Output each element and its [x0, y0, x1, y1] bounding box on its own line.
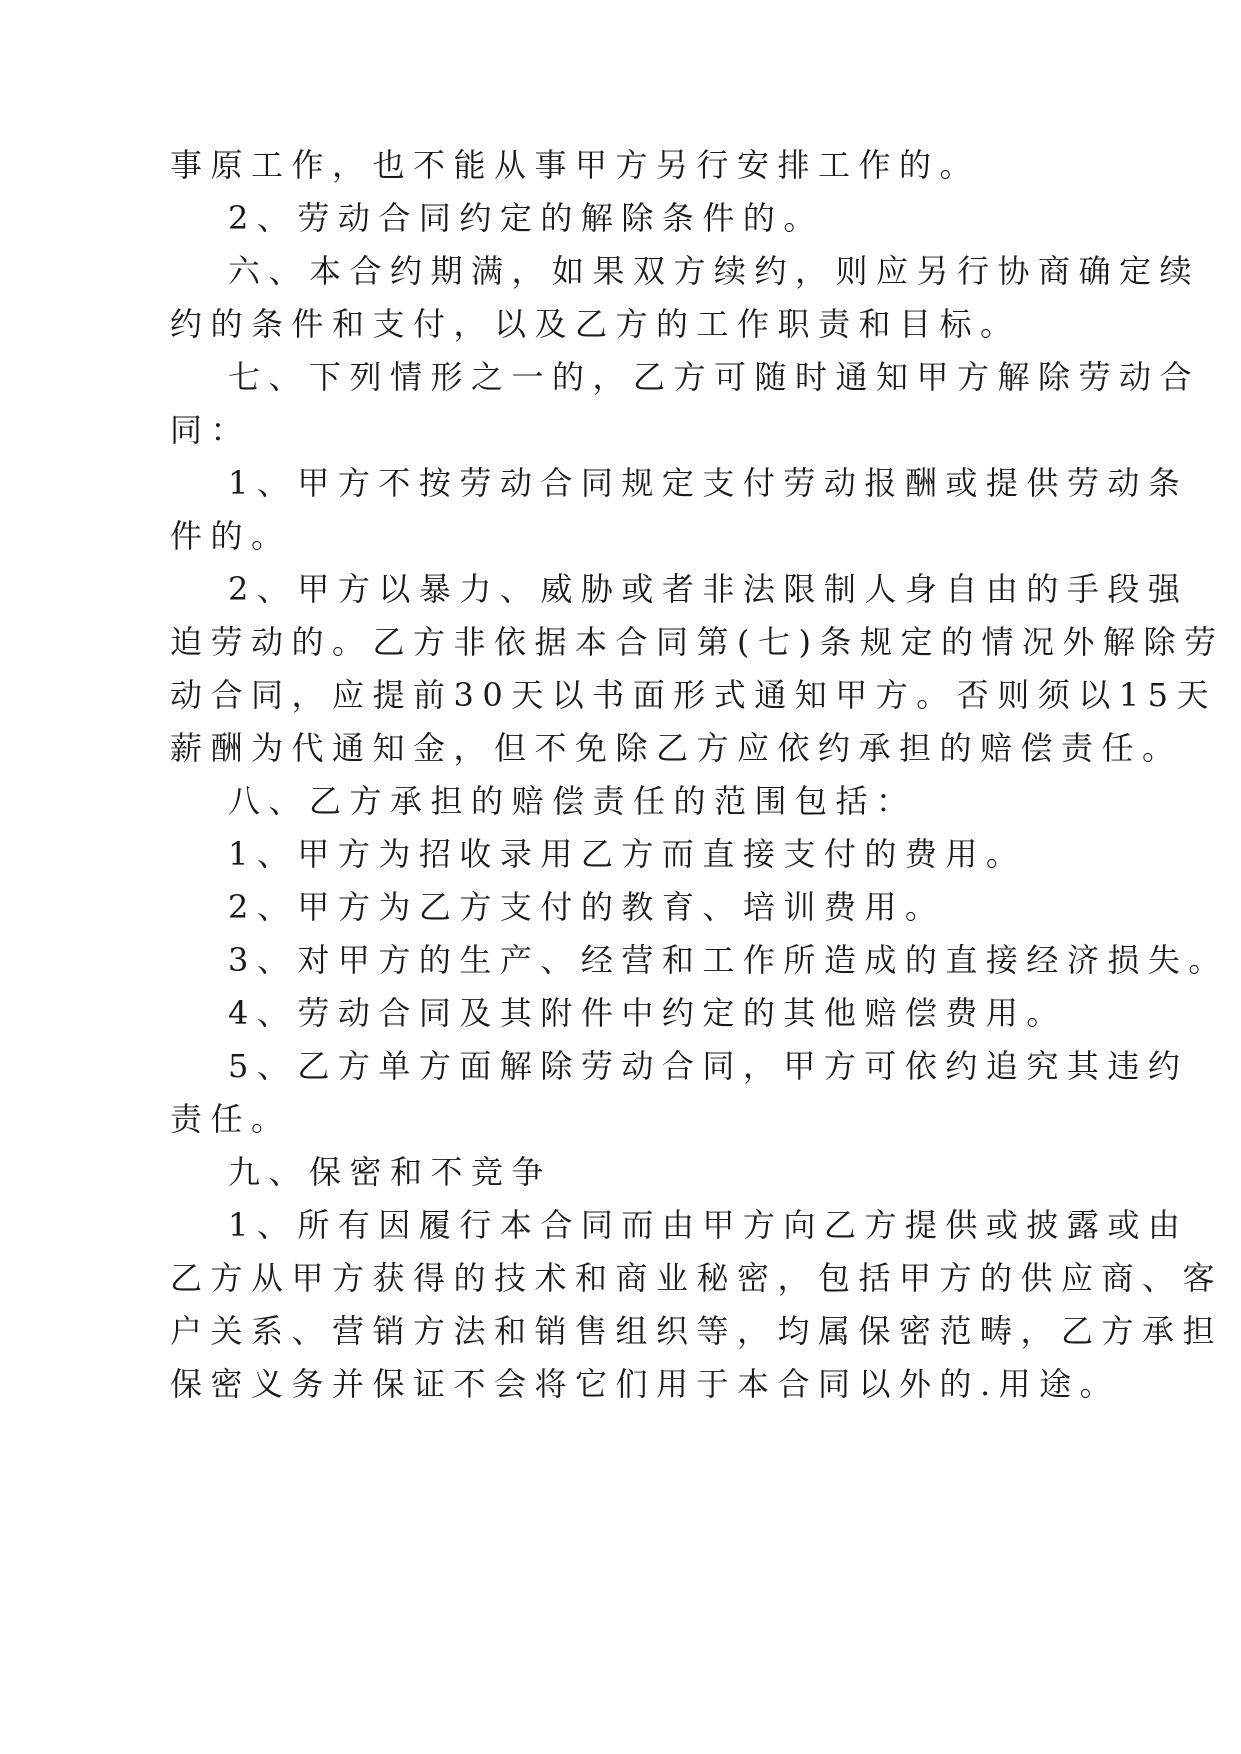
text-line: 六、本合约期满，如果双方续约，则应另行协商确定续 [228, 252, 1201, 290]
text-line: 1、所有因履行本合同而由甲方向乙方提供或披露或由 [228, 1206, 1189, 1244]
text-line: 1、甲方不按劳动合同规定支付劳动报酬或提供劳动条 [228, 464, 1189, 502]
text-line: 保密义务并保证不会将它们用于本合同以外的.用途。 [170, 1365, 1121, 1403]
text-line: 件的。 [170, 517, 292, 555]
text-line: 动合同，应提前30天以书面形式通知甲方。否则须以15天 [170, 676, 1217, 714]
text-line: 八、乙方承担的赔偿责任的范围包括： [228, 782, 917, 820]
text-line: 事原工作，也不能从事甲方另行安排工作的。 [170, 146, 981, 184]
text-line: 责任。 [170, 1100, 292, 1138]
text-line: 2、劳动合同约定的解除条件的。 [228, 199, 824, 237]
text-line: 迫劳动的。乙方非依据本合同第(七)条规定的情况外解除劳 [170, 623, 1225, 661]
text-line: 3、对甲方的生产、经营和工作所造成的直接经济损失。 [228, 941, 1229, 979]
text-line: 1、甲方为招收录用乙方而直接支付的费用。 [228, 835, 1027, 873]
text-line: 同： [170, 411, 252, 449]
text-line: 2、甲方以暴力、威胁或者非法限制人身自由的手段强 [228, 570, 1189, 608]
text-line: 5、乙方单方面解除劳动合同，甲方可依约追究其违约 [228, 1047, 1189, 1085]
text-line: 九、保密和不竞争 [228, 1153, 553, 1191]
text-line: 户关系、营销方法和销售组织等，均属保密范畴，乙方承担 [170, 1312, 1224, 1350]
text-line: 4、劳动合同及其附件中约定的其他赔偿费用。 [228, 994, 1067, 1032]
text-line: 薪酬为代通知金，但不免除乙方应依约承担的赔偿责任。 [170, 729, 1183, 767]
text-line: 2、甲方为乙方支付的教育、培训费用。 [228, 888, 946, 926]
text-line: 七、下列情形之一的，乙方可随时通知甲方解除劳动合 [228, 358, 1201, 396]
text-line: 约的条件和支付，以及乙方的工作职责和目标。 [170, 305, 1021, 343]
text-line: 乙方从甲方获得的技术和商业秘密，包括甲方的供应商、客 [170, 1259, 1224, 1297]
